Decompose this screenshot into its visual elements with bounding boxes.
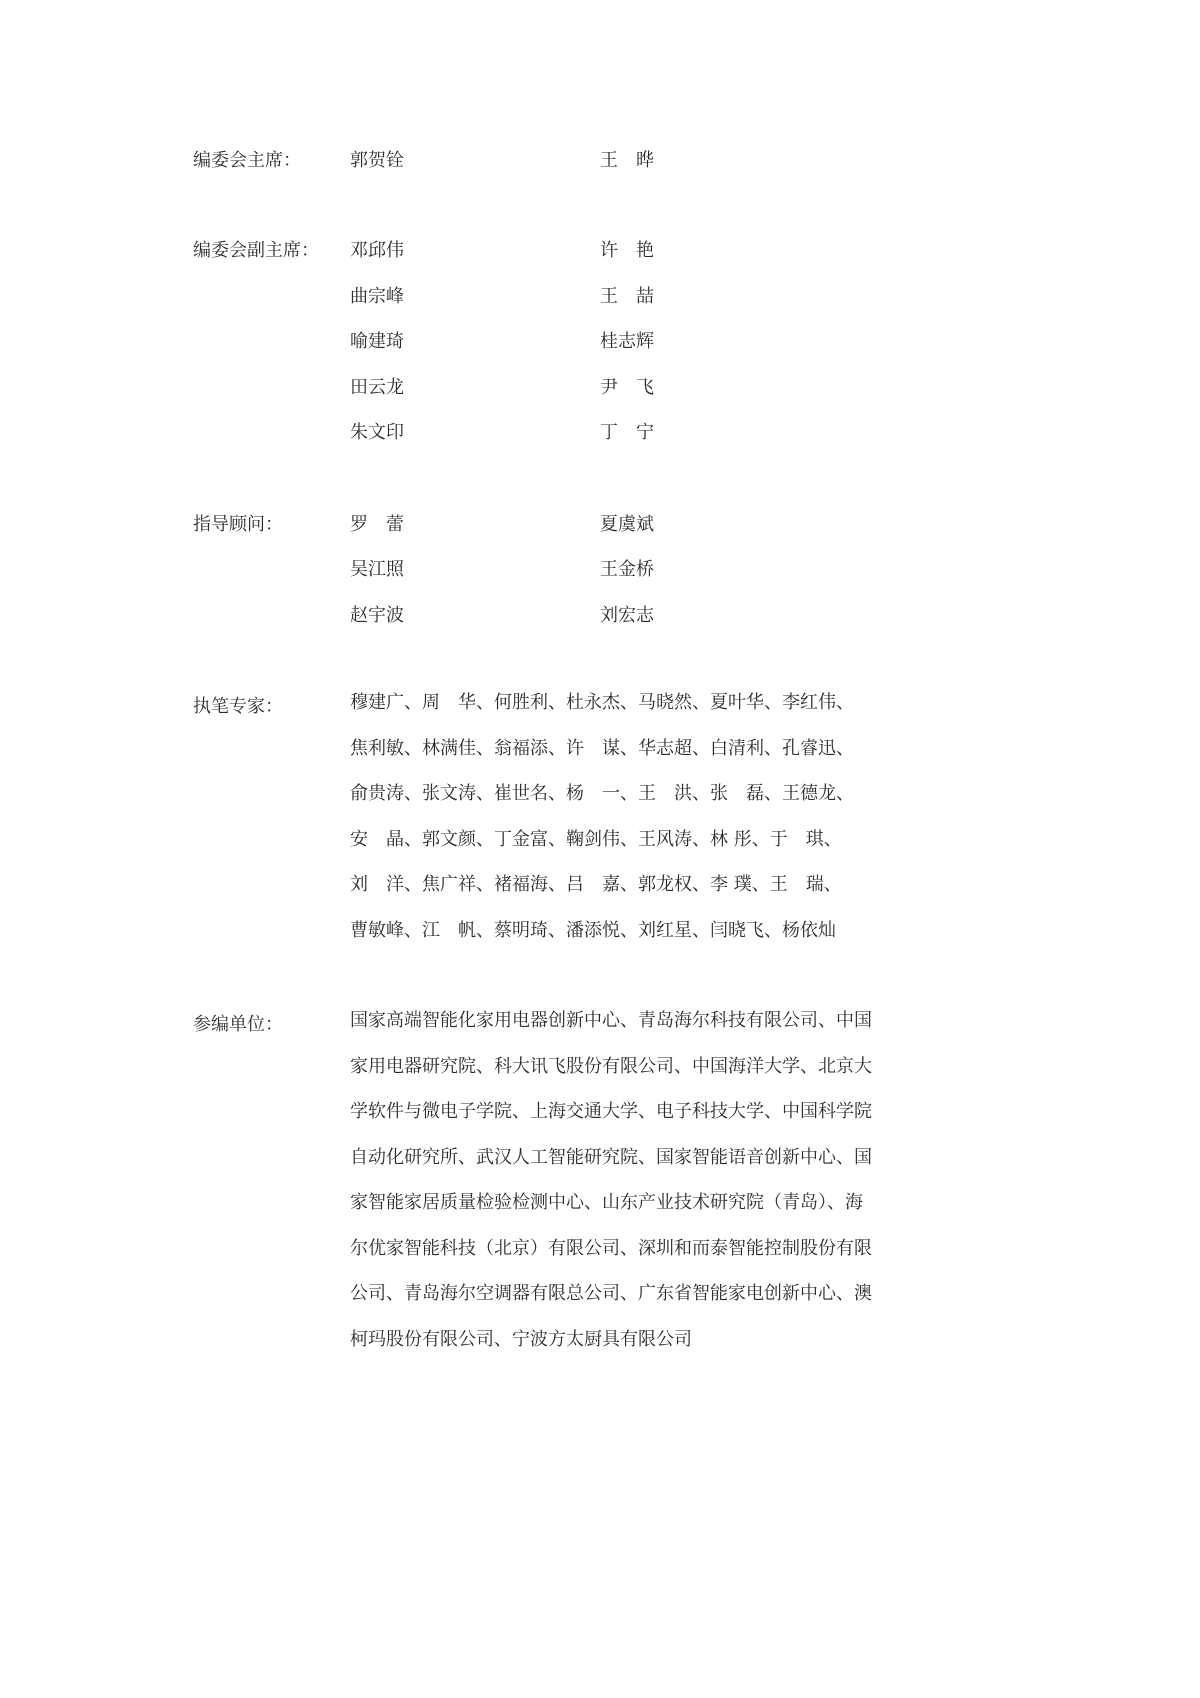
advisors-label: 指导顾问： (193, 514, 283, 535)
advisor-name: 吴江照 (350, 559, 404, 580)
experts-line: 焦利敏、林满佳、翁福添、许 谋、华志超、白清利、孔睿迅、 (350, 737, 854, 759)
experts-line: 刘 洋、焦广祥、褚福海、吕 嘉、郭龙权、李 璞、王 瑞、 (350, 874, 842, 895)
experts-line: 曹敏峰、江 帆、蔡明琦、潘添悦、刘红星、闫晓飞、杨依灿 (350, 919, 836, 941)
units-line: 家智能家居质量检验检测中心、山东产业技术研究院（青岛）、海 (350, 1192, 863, 1213)
experts-line: 安 晶、郭文颜、丁金富、鞠剑伟、王风涛、林 彤、于 琪、 (350, 828, 842, 850)
advisor-name: 王金桥 (600, 559, 654, 580)
units-list (350, 1010, 872, 1374)
experts-list (350, 692, 854, 965)
vice-chair-name: 朱文印 (350, 422, 404, 443)
units-line: 尔优家智能科技（北京）有限公司、深圳和而泰智能控制股份有限 (350, 1237, 872, 1259)
units-line: 公司、青岛海尔空调器有限总公司、广东省智能家电创新中心、澳 (350, 1283, 872, 1304)
vice-chair-name: 丁 宁 (600, 422, 654, 443)
vice-chair-name: 曲宗峰 (350, 286, 404, 307)
chair-name: 郭贺铨 (350, 150, 404, 171)
vice-chair-name: 田云龙 (350, 377, 404, 398)
vice-chair-name: 喻建琦 (350, 331, 404, 352)
experts-line: 穆建广、周 华、何胜利、杜永杰、马晓然、夏叶华、李红伟、 (350, 692, 854, 713)
experts-label: 执笔专家： (193, 696, 283, 717)
experts-line: 俞贵涛、张文涛、崔世名、杨 一、王 洪、张 磊、王德龙、 (350, 783, 854, 804)
units-line: 学软件与微电子学院、上海交通大学、电子科技大学、中国科学院 (350, 1101, 872, 1122)
advisor-name: 夏虞斌 (600, 514, 654, 535)
vice-chair-name: 尹 飞 (600, 377, 654, 398)
units-label: 参编单位： (193, 1014, 283, 1035)
chair-name: 王 晔 (600, 150, 654, 171)
units-line: 柯玛股份有限公司、宁波方太厨具有限公司 (350, 1328, 692, 1350)
units-line: 自动化研究所、武汉人工智能研究院、国家智能语音创新中心、国 (350, 1146, 872, 1168)
vice-chair-name: 邓邱伟 (350, 240, 404, 261)
vice-chair-name: 王 喆 (600, 286, 654, 307)
vice-chair-label: 编委会副主席： (193, 240, 319, 261)
chair-label: 编委会主席： (193, 150, 301, 171)
units-line: 家用电器研究院、科大讯飞股份有限公司、中国海洋大学、北京大 (350, 1055, 872, 1077)
advisor-name: 罗 蕾 (350, 514, 404, 535)
vice-chair-name: 桂志辉 (600, 331, 654, 352)
advisor-name: 刘宏志 (600, 605, 654, 626)
vice-chair-name: 许 艳 (600, 240, 654, 261)
advisor-name: 赵宇波 (350, 605, 404, 626)
units-line: 国家高端智能化家用电器创新中心、青岛海尔科技有限公司、中国 (350, 1010, 872, 1031)
